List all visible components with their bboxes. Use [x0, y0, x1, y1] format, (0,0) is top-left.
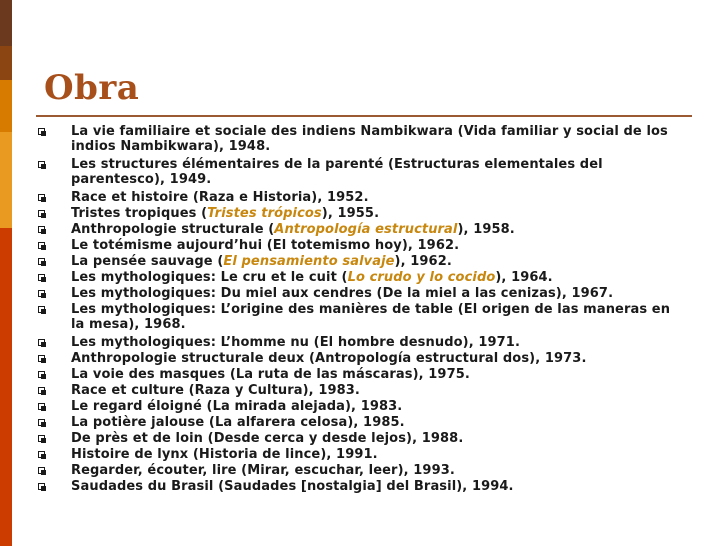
item-text-part: Les mythologiques: Le cru et le cuit ( — [71, 270, 348, 285]
item-text-part: Le totémisme aujourd’hui (El totemismo hoy), 1962. — [71, 238, 460, 253]
item-text-part: La vie familiaire et sociale des indiens Nambikwara (Vida familiar y social de los indios Nambikwara), 1948. — [71, 124, 668, 154]
list-item-text — [71, 367, 688, 382]
square-bullet-icon — [38, 419, 45, 426]
list-item-text — [71, 302, 688, 332]
list-item — [38, 351, 688, 366]
works-list — [38, 124, 688, 495]
square-bullet-icon — [38, 403, 45, 410]
item-text-part: Les mythologiques: Du miel aux cendres (De la miel a las cenizas), 1967. — [71, 286, 614, 301]
sidebar-segment — [0, 132, 12, 228]
list-item-text — [71, 238, 688, 253]
list-item — [38, 367, 688, 382]
square-bullet-icon — [38, 290, 45, 297]
item-text-part: ), 1955. — [321, 206, 380, 221]
item-text-part: ), 1964. — [495, 270, 553, 285]
item-text-part: Anthropologie structurale ( — [71, 222, 275, 237]
list-item — [38, 479, 688, 494]
spanish-title-highlight: Antropología estructural — [274, 222, 458, 237]
list-item — [38, 222, 688, 237]
item-text-part: ), 1962. — [394, 254, 452, 269]
list-item-text — [71, 383, 688, 398]
list-item — [38, 383, 688, 398]
list-item — [38, 238, 688, 253]
list-item-text — [71, 399, 688, 414]
list-item — [38, 431, 688, 446]
item-text-part: La potière jalouse (La alfarera celosa), 1985. — [71, 415, 405, 430]
list-item — [38, 335, 688, 350]
sidebar-segment — [0, 0, 12, 46]
square-bullet-icon — [38, 435, 45, 442]
list-item-text — [71, 157, 688, 187]
list-item — [38, 254, 688, 269]
square-bullet-icon — [38, 483, 45, 490]
square-bullet-icon — [38, 371, 45, 378]
item-text-part: Histoire de lynx (Historia de lince), 1991. — [71, 447, 378, 462]
slide-title: Obra — [44, 68, 140, 108]
item-text-part: La pensée sauvage ( — [71, 254, 224, 269]
square-bullet-icon — [38, 161, 45, 168]
list-item-text — [71, 335, 688, 350]
square-bullet-icon — [38, 258, 45, 265]
list-item — [38, 399, 688, 414]
title-divider — [36, 115, 692, 117]
square-bullet-icon — [38, 387, 45, 394]
list-item-text — [71, 254, 688, 269]
list-item-text — [71, 479, 688, 494]
item-text-part: Regarder, écouter, lire (Mirar, escuchar, leer), 1993. — [71, 463, 455, 478]
list-item-text — [71, 351, 688, 366]
square-bullet-icon — [38, 306, 45, 313]
sidebar-segment — [0, 80, 12, 132]
square-bullet-icon — [38, 451, 45, 458]
square-bullet-icon — [38, 355, 45, 362]
item-text-part: Anthropologie structurale deux (Antropología estructural dos), 1973. — [71, 351, 587, 366]
list-item — [38, 447, 688, 462]
item-text-part: Tristes tropiques ( — [71, 206, 208, 221]
item-text-part: De près et de loin (Desde cerca y desde lejos), 1988. — [71, 431, 464, 446]
list-item-text — [71, 415, 688, 430]
spanish-title-highlight: Tristes trópicos — [207, 206, 322, 221]
list-item-text — [71, 431, 688, 446]
sidebar-segment — [0, 46, 12, 80]
sidebar-color-band — [0, 0, 12, 546]
square-bullet-icon — [38, 339, 45, 346]
square-bullet-icon — [38, 128, 45, 135]
spanish-title-highlight: El pensamiento salvaje — [223, 254, 395, 269]
sidebar-segment — [0, 228, 12, 546]
list-item — [38, 124, 688, 154]
list-item — [38, 206, 688, 221]
list-item — [38, 302, 688, 332]
square-bullet-icon — [38, 274, 45, 281]
list-item-text — [71, 206, 688, 221]
list-item — [38, 286, 688, 301]
item-text-part: Saudades du Brasil (Saudades [nostalgia] del Brasil), 1994. — [71, 479, 514, 494]
item-text-part: Les mythologiques: L’homme nu (El hombre desnudo), 1971. — [71, 335, 520, 350]
square-bullet-icon — [38, 226, 45, 233]
item-text-part: Les structures élémentaires de la parenté (Estructuras elementales del parentesco), 1949. — [71, 157, 603, 187]
list-item — [38, 463, 688, 478]
item-text-part: La voie des masques (La ruta de las máscaras), 1975. — [71, 367, 470, 382]
list-item-text — [71, 447, 688, 462]
square-bullet-icon — [38, 467, 45, 474]
item-text-part: Les mythologiques: L’origine des manières de table (El origen de las maneras en la mesa), 1968. — [71, 302, 671, 332]
item-text-part: ), 1958. — [457, 222, 515, 237]
list-item-text — [71, 463, 688, 478]
list-item-text — [71, 286, 688, 301]
list-item-text — [71, 190, 688, 205]
item-text-part: Le regard éloigné (La mirada alejada), 1983. — [71, 399, 403, 414]
list-item — [38, 270, 688, 285]
list-item-text — [71, 222, 688, 237]
square-bullet-icon — [38, 210, 45, 217]
item-text-part: Race et histoire (Raza e Historia), 1952. — [71, 190, 369, 205]
list-item — [38, 190, 688, 205]
list-item — [38, 157, 688, 187]
spanish-title-highlight: Lo crudo y lo cocido — [347, 270, 496, 285]
list-item — [38, 415, 688, 430]
item-text-part: Race et culture (Raza y Cultura), 1983. — [71, 383, 360, 398]
square-bullet-icon — [38, 194, 45, 201]
list-item-text — [71, 124, 688, 154]
list-item-text — [71, 270, 688, 285]
square-bullet-icon — [38, 242, 45, 249]
